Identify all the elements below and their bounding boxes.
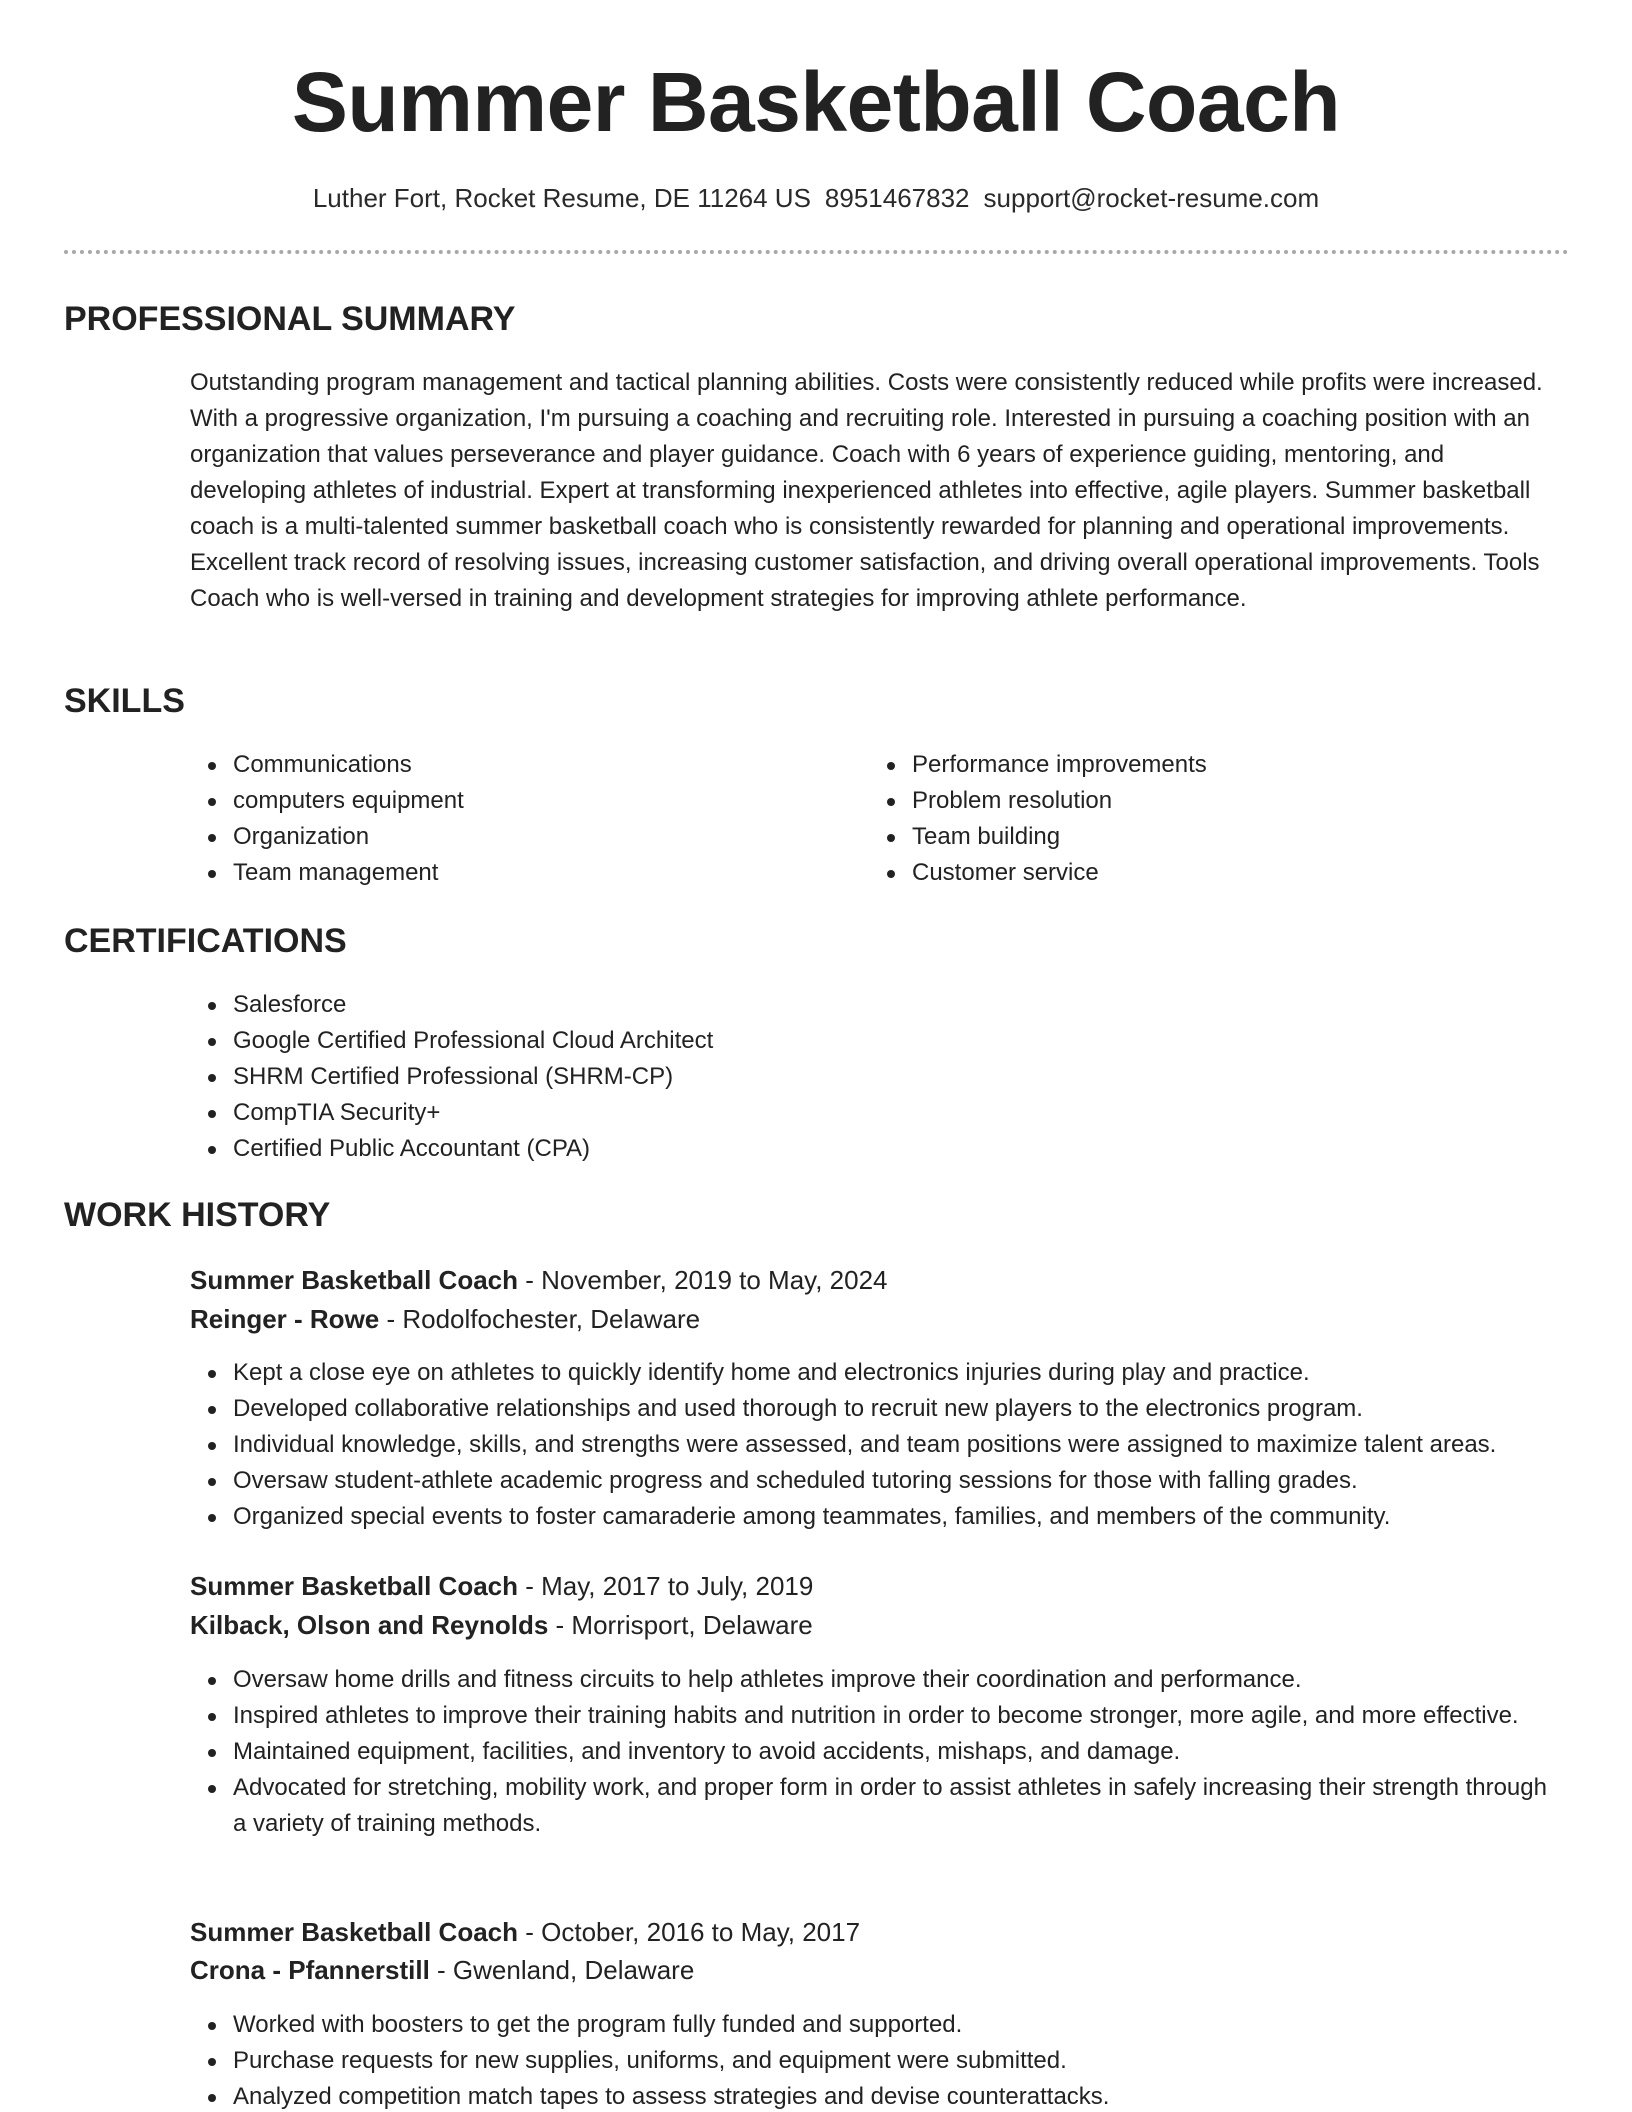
job-company-line: [190, 1607, 813, 1643]
candidate-name: Summer Basketball Coach: [291, 55, 1341, 149]
job-company: Reinger - Rowe: [190, 1304, 380, 1334]
list-item: Individual knowledge, skills, and strengths were assessed, and team positions were assigned to maximize talent areas.: [190, 1427, 1570, 1463]
list-item: Performance improvements: [869, 747, 1529, 783]
job-dates: - May, 2017 to July, 2019: [518, 1571, 814, 1601]
skills-list-left: [190, 747, 830, 891]
list-item: Team management: [190, 855, 830, 891]
skills-heading: SKILLS: [64, 682, 185, 720]
contact-line: [0, 180, 1632, 216]
list-item: Salesforce: [190, 987, 1550, 1023]
job-company-line: [190, 1952, 694, 1988]
job-company: Kilback, Olson and Reynolds: [190, 1610, 549, 1640]
list-item: Google Certified Professional Cloud Architect: [190, 1023, 1550, 1059]
job-dates: - October, 2016 to May, 2017: [518, 1917, 861, 1947]
job-company: Crona - Pfannerstill: [190, 1955, 430, 1985]
job-bullets: [190, 1355, 1570, 1535]
job-location: - Rodolfochester, Delaware: [379, 1304, 701, 1334]
list-item: Developed collaborative relationships and used thorough to recruit new players to the electronics program.: [190, 1391, 1570, 1427]
skills-list-right: [869, 747, 1529, 891]
list-item: Oversaw student-athlete academic progress and scheduled tutoring sessions for those with falling grades.: [190, 1463, 1570, 1499]
list-item: Communications: [190, 747, 830, 783]
certifications-list: [190, 987, 1550, 1167]
job-title-line: [190, 1262, 888, 1298]
job-dates: - November, 2019 to May, 2024: [518, 1265, 888, 1295]
list-item: Organization: [190, 819, 830, 855]
contact-email: support@rocket-resume.com: [983, 183, 1320, 213]
summary-heading: PROFESSIONAL SUMMARY: [64, 300, 516, 338]
list-item: Team building: [869, 819, 1529, 855]
job-role: Summer Basketball Coach: [190, 1265, 519, 1295]
job-company-line: [190, 1301, 700, 1337]
list-item: Worked with boosters to get the program fully funded and supported.: [190, 2007, 1550, 2043]
summary-text: Outstanding program management and tactical planning abilities. Costs were consistently reduced while profits were increased. With a progressive organization, I'm pursuing a coaching and recruiting role. Interested in pursuing a coaching position with an organization that values perseverance and player guidance. Coach with 6 years of experience guiding, mentoring, and developing athletes of industrial. Expert at transforming inexperienced athletes into effective, agile players. Summer basketball coach is a multi-talented summer basketball coach who is consistently rewarded for planning and operational improvements. Excellent track record of resolving issues, increasing customer satisfaction, and driving overall operational improvements. Tools Coach who is well-versed in training and development strategies for improving athlete performance.: [190, 369, 1543, 612]
list-item: Problem resolution: [869, 783, 1529, 819]
work-history-heading: WORK HISTORY: [64, 1196, 331, 1234]
header-divider: [64, 250, 1569, 254]
list-item: Purchase requests for new supplies, uniforms, and equipment were submitted.: [190, 2043, 1550, 2079]
job-role: Summer Basketball Coach: [190, 1917, 519, 1947]
list-item: Certified Public Accountant (CPA): [190, 1131, 1550, 1167]
list-item: Advocated for stretching, mobility work, and proper form in order to assist athletes in safely increasing their strength through a variety of training methods.: [190, 1770, 1550, 1842]
certifications-heading: CERTIFICATIONS: [64, 922, 347, 960]
list-item: Oversaw home drills and fitness circuits to help athletes improve their coordination and performance.: [190, 1662, 1550, 1698]
job-location: - Gwenland, Delaware: [429, 1955, 695, 1985]
list-item: Kept a close eye on athletes to quickly identify home and electronics injuries during play and practice.: [190, 1355, 1570, 1391]
contact-phone: 8951467832: [824, 183, 970, 213]
list-item: Organized special events to foster camaraderie among teammates, families, and members of the community.: [190, 1499, 1570, 1535]
list-item: Customer service: [869, 855, 1529, 891]
contact-address: Luther Fort, Rocket Resume, DE 11264 US: [312, 183, 811, 213]
job-title-line: [190, 1568, 813, 1604]
job-location: - Morrisport, Delaware: [548, 1610, 813, 1640]
list-item: Analyzed competition match tapes to assess strategies and devise counterattacks.: [190, 2079, 1550, 2112]
list-item: CompTIA Security+: [190, 1095, 1550, 1131]
job-title-line: [190, 1914, 860, 1950]
job-role: Summer Basketball Coach: [190, 1571, 519, 1601]
job-bullets: [190, 1662, 1550, 1842]
list-item: computers equipment: [190, 783, 830, 819]
list-item: Maintained equipment, facilities, and inventory to avoid accidents, mishaps, and damage.: [190, 1734, 1550, 1770]
list-item: SHRM Certified Professional (SHRM-CP): [190, 1059, 1550, 1095]
job-bullets: [190, 2007, 1550, 2112]
list-item: Inspired athletes to improve their training habits and nutrition in order to become stronger, more agile, and more effective.: [190, 1698, 1550, 1734]
